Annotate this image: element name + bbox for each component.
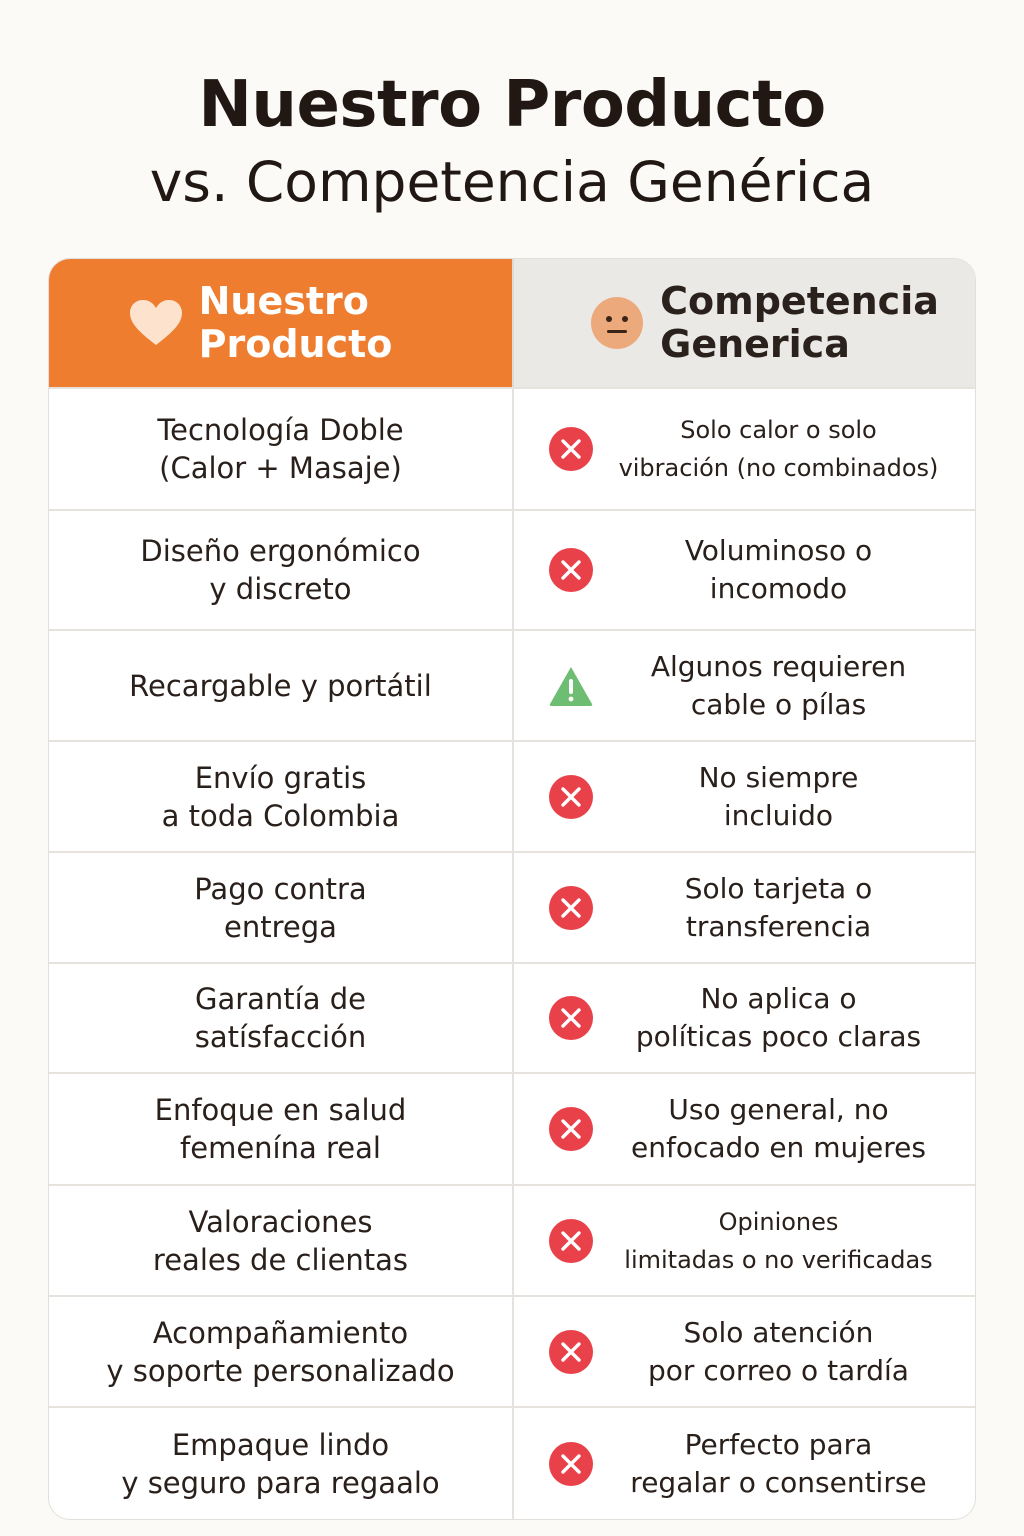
table-row bbox=[49, 1295, 975, 1406]
competition-text: Solo calor o solo vibración (no combinados) bbox=[618, 416, 939, 482]
our-feature-cell: Diseño ergonómico y discreto bbox=[140, 534, 421, 606]
competition-cell bbox=[512, 511, 975, 629]
our-feature-cell: Empaque lindo y seguro para regaalo bbox=[121, 1428, 440, 1500]
header-competition bbox=[512, 259, 975, 387]
warning-icon bbox=[548, 663, 594, 709]
cross-icon bbox=[548, 774, 594, 820]
table-body bbox=[49, 387, 975, 1520]
title-subtitle: vs. Competencia Genérica bbox=[149, 150, 875, 214]
neutral-face-icon bbox=[590, 296, 644, 350]
cross-icon bbox=[548, 1106, 594, 1152]
our-feature-cell: Valoraciones reales de clientas bbox=[152, 1204, 409, 1277]
header-our-product-label: Nuestro Producto bbox=[198, 279, 393, 366]
competition-cell bbox=[512, 631, 975, 740]
title-main: Nuestro Producto bbox=[198, 68, 826, 142]
cross-icon bbox=[548, 1329, 594, 1375]
our-feature-cell: Tecnología Doble (Calor + Masaje) bbox=[157, 413, 404, 485]
header-our-product bbox=[49, 259, 512, 387]
table-row bbox=[49, 1072, 975, 1184]
competition-text: Opiniones limitadas o no verificadas bbox=[624, 1207, 933, 1274]
table-row bbox=[49, 1184, 975, 1295]
cross-icon bbox=[548, 1441, 594, 1487]
competition-cell bbox=[512, 389, 975, 509]
competition-text: Voluminoso o incomodo bbox=[684, 534, 873, 605]
table-row bbox=[49, 1406, 975, 1520]
our-feature-cell: Enfoque en salud femenína real bbox=[154, 1093, 407, 1165]
competition-text: Solo tarjeta o transferencia bbox=[684, 871, 873, 943]
competition-cell bbox=[512, 853, 975, 962]
competition-cell bbox=[512, 1186, 975, 1295]
competition-cell bbox=[512, 1408, 975, 1520]
cross-icon bbox=[548, 995, 594, 1041]
competition-text: Perfecto para regalar o consentirse bbox=[630, 1428, 927, 1499]
our-feature-cell: Acompañamiento y soporte personalizado bbox=[106, 1315, 455, 1388]
table-row bbox=[49, 740, 975, 851]
competition-text: No siempre incluido bbox=[698, 760, 859, 832]
cross-icon bbox=[548, 885, 594, 931]
competition-cell bbox=[512, 1297, 975, 1406]
cross-icon bbox=[548, 426, 594, 472]
cross-icon bbox=[548, 547, 594, 593]
table-row bbox=[49, 509, 975, 629]
our-feature-cell: Envío gratis a toda Colombia bbox=[161, 760, 400, 833]
table-header bbox=[49, 259, 975, 387]
our-feature-cell: Garantía de satísfacción bbox=[194, 982, 367, 1054]
cross-icon bbox=[548, 1218, 594, 1264]
table-row bbox=[49, 629, 975, 740]
table-row bbox=[49, 851, 975, 962]
competition-cell bbox=[512, 964, 975, 1072]
competition-text: No aplica o políticas poco claras bbox=[635, 982, 922, 1053]
comparison-table bbox=[48, 258, 976, 1520]
table-row bbox=[49, 387, 975, 509]
header-competition-label: Competencia Generica bbox=[660, 279, 939, 366]
competition-text: Uso general, no enfocado en mujeres bbox=[631, 1093, 926, 1164]
our-feature-cell: Pago contra entrega bbox=[194, 871, 367, 944]
competition-text: Solo atención por correo o tardía bbox=[648, 1315, 909, 1387]
our-feature-cell: Recargable y portátil bbox=[129, 668, 432, 703]
heart-icon bbox=[129, 299, 183, 347]
page-title bbox=[0, 66, 1024, 220]
competition-cell bbox=[512, 742, 975, 851]
competition-cell bbox=[512, 1074, 975, 1184]
table-row bbox=[49, 962, 975, 1072]
competition-text: Algunos requieren cable o pílas bbox=[650, 649, 907, 721]
